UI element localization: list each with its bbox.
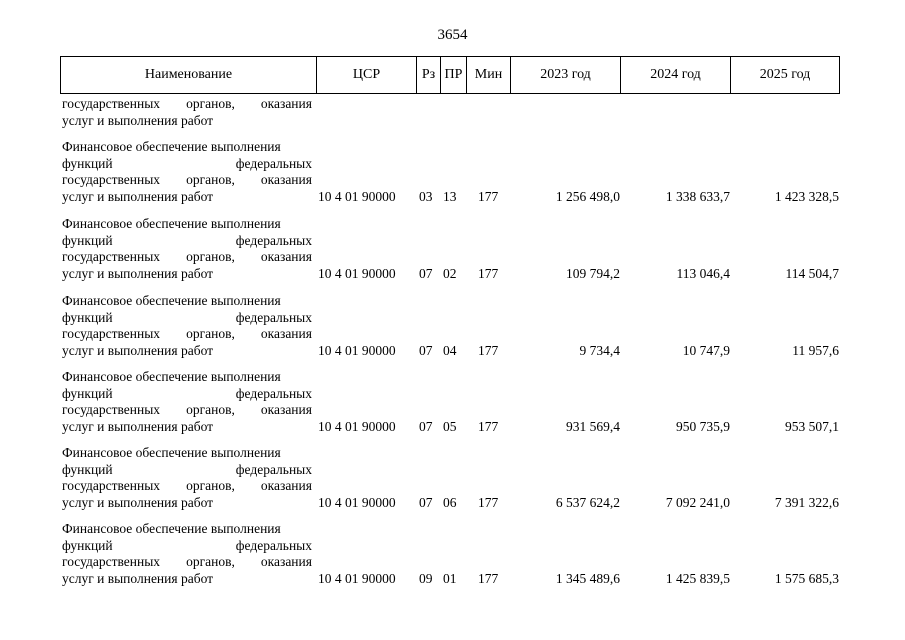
- name-line: Финансовое обеспечение выполнения: [62, 445, 281, 460]
- name-word: федеральных: [235, 537, 312, 553]
- name-word: оказания: [260, 478, 312, 493]
- name-word: оказания: [260, 172, 312, 187]
- name-line: услуг и выполнения работ: [62, 265, 214, 281]
- name-word: органов,: [186, 172, 235, 187]
- name-line: Финансовое обеспечение выполнения: [62, 369, 281, 384]
- continuation-name: [62, 96, 312, 129]
- min-code: 177: [478, 265, 499, 281]
- rz-code: 07: [419, 342, 433, 358]
- name-word: органов,: [186, 96, 235, 111]
- name-word: органов,: [186, 326, 235, 341]
- pr-code: 06: [443, 494, 457, 510]
- name-word: функций: [62, 309, 113, 325]
- name-line: услуг и выполнения работ: [62, 570, 214, 586]
- pr-code: 02: [443, 265, 457, 281]
- amount-2024: 1 425 839,5: [665, 570, 730, 586]
- rz-code: 07: [419, 418, 433, 434]
- column-header-2023: 2023 год: [511, 57, 621, 94]
- min-code: 177: [478, 188, 499, 204]
- csr-code: 10 4 01 90000: [318, 265, 396, 281]
- column-header-min: Мин: [467, 57, 511, 94]
- amount-2025: 7 391 322,6: [774, 494, 839, 510]
- name-word: государственных: [62, 326, 161, 341]
- name-word: оказания: [260, 326, 312, 341]
- csr-code: 10 4 01 90000: [318, 418, 396, 434]
- amount-2023: 931 569,4: [566, 418, 620, 434]
- pr-code: 04: [443, 342, 457, 358]
- amount-2023: 1 345 489,6: [555, 570, 620, 586]
- column-header-rz: Рз: [417, 57, 441, 94]
- name-word: функций: [62, 385, 113, 401]
- column-header-2024: 2024 год: [621, 57, 731, 94]
- name-line: Финансовое обеспечение выполнения: [62, 293, 281, 308]
- amount-2024: 113 046,4: [676, 265, 730, 281]
- csr-code: 10 4 01 90000: [318, 494, 396, 510]
- name-line: Финансовое обеспечение выполнения: [62, 521, 281, 536]
- row-name: [62, 139, 312, 205]
- column-header-pr: ПР: [441, 57, 467, 94]
- amount-2025: 1 575 685,3: [774, 570, 839, 586]
- name-word: органов,: [186, 249, 235, 264]
- rz-code: 09: [419, 570, 433, 586]
- amount-2023: 1 256 498,0: [555, 188, 620, 204]
- name-line: услуг и выполнения работ: [62, 342, 214, 358]
- name-word: федеральных: [235, 309, 312, 325]
- amount-2024: 950 735,9: [676, 418, 730, 434]
- pr-code: 01: [443, 570, 457, 586]
- name-word: органов,: [186, 554, 235, 569]
- row-name: [62, 293, 312, 359]
- amount-2024: 7 092 241,0: [665, 494, 730, 510]
- column-header-2025: 2025 год: [731, 57, 840, 94]
- name-word: государственных: [62, 172, 161, 187]
- row-name: [62, 445, 312, 511]
- name-word: государственных: [62, 249, 161, 264]
- amount-2023: 6 537 624,2: [555, 494, 620, 510]
- name-word: государственных: [62, 96, 161, 111]
- pr-code: 05: [443, 418, 457, 434]
- rz-code: 07: [419, 494, 433, 510]
- amount-2025: 114 504,7: [785, 265, 839, 281]
- amount-2023: 109 794,2: [566, 265, 620, 281]
- csr-code: 10 4 01 90000: [318, 342, 396, 358]
- amount-2025: 1 423 328,5: [774, 188, 839, 204]
- name-word: федеральных: [235, 385, 312, 401]
- name-word: государственных: [62, 554, 161, 569]
- min-code: 177: [478, 342, 499, 358]
- name-line: Финансовое обеспечение выполнения: [62, 216, 281, 231]
- csr-code: 10 4 01 90000: [318, 570, 396, 586]
- name-word: функций: [62, 232, 113, 248]
- min-code: 177: [478, 494, 499, 510]
- pr-code: 13: [443, 188, 457, 204]
- column-header-csr: ЦСР: [317, 57, 417, 94]
- min-code: 177: [478, 418, 499, 434]
- min-code: 177: [478, 570, 499, 586]
- rz-code: 03: [419, 188, 433, 204]
- name-word: оказания: [260, 554, 312, 569]
- name-line: услуг и выполнения работ: [62, 188, 214, 204]
- table-header: [60, 56, 840, 94]
- name-word: федеральных: [235, 232, 312, 248]
- amount-2024: 1 338 633,7: [665, 188, 730, 204]
- row-name: [62, 216, 312, 282]
- name-word: оказания: [260, 96, 312, 111]
- row-name: [62, 521, 312, 587]
- amount-2025: 953 507,1: [785, 418, 839, 434]
- name-word: федеральных: [235, 461, 312, 477]
- name-line: услуг и выполнения работ: [62, 112, 214, 128]
- name-word: государственных: [62, 478, 161, 493]
- name-line: услуг и выполнения работ: [62, 418, 214, 434]
- csr-code: 10 4 01 90000: [318, 188, 396, 204]
- name-word: оказания: [260, 402, 312, 417]
- amount-2025: 11 957,6: [792, 342, 839, 358]
- page-number: 3654: [437, 27, 468, 43]
- name-word: функций: [62, 461, 113, 477]
- amount-2023: 9 734,4: [579, 342, 620, 358]
- rz-code: 07: [419, 265, 433, 281]
- amount-2024: 10 747,9: [682, 342, 730, 358]
- name-line: Финансовое обеспечение выполнения: [62, 139, 281, 154]
- row-name: [62, 369, 312, 435]
- name-word: функций: [62, 155, 113, 171]
- name-word: федеральных: [235, 155, 312, 171]
- name-word: органов,: [186, 478, 235, 493]
- name-line: услуг и выполнения работ: [62, 494, 214, 510]
- name-word: оказания: [260, 249, 312, 264]
- column-header-name: Наименование: [61, 57, 317, 94]
- name-word: государственных: [62, 402, 161, 417]
- name-word: органов,: [186, 402, 235, 417]
- name-word: функций: [62, 537, 113, 553]
